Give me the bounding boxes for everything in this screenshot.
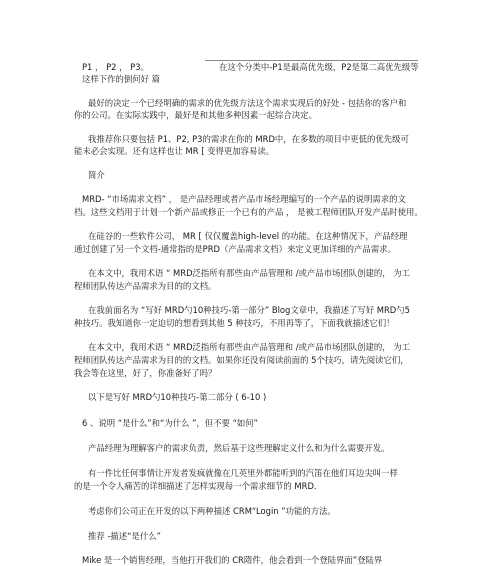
paragraph-line: 通过创建了另一个文档-通常指的是PRD（产品需求文档）来定义更加详细的产品需求。 [74, 244, 396, 254]
paragraph-line: MRD- “市场需求文档” ， 是产品经理或者产品市场经理编写的一个产品的说明需求的文 [82, 194, 406, 204]
subheading: 推荐 -描述“是什么” [88, 531, 161, 541]
paragraph-line: 的是一个令人痛苦的详细描述了怎样实现每一个需求细节的 MRD. [74, 481, 317, 491]
paragraph-line: Mike 是一个销售经理，当他打开我们的 CR隋件，他会看到一个登陆界面”登陆界 [82, 555, 383, 565]
paragraph-line: 程师团队传达产品需求为目的的文档。如果你还没有阅读前面的 5个技巧，请先阅读它们， [74, 355, 409, 365]
paragraph-line: 最好的决定一个已经明确的需求的优先级方法这个需求实现后的好处 - 包括你的客户和 [88, 98, 407, 108]
priority-levels-text: P1 ， P2 ， P3。 [82, 62, 149, 72]
paragraph-line: 在本文中，我用术语 “ MRD泛指所有那些由产品管理和 /或产品市场团队创建的， 为工 [88, 268, 411, 278]
paragraph-line: 我推荐你只要包括 P1、P2, P3的需求在你的 MRD中，在多数的项目中更低的优先级可 [88, 134, 409, 144]
item-heading: 6 、说明 “是什么”和“为什么 ”，但不要 “如何” [82, 418, 259, 428]
paragraph-line: 在本文中，我用术语 “ MRD泛指所有那些由产品管理和 /或产品市场团队创建的， 为工 [88, 342, 411, 352]
paragraph-line: 在硅谷的一些软件公司， MR [ 仅仅覆盖high-level 的功能。在这种情况下，产品经理 [88, 231, 408, 241]
list-heading: 以下是写好 MRD勺10种技巧-第二部分 ( 6-10 ) [88, 392, 267, 402]
header-rule [205, 60, 418, 61]
paragraph-line: 种技巧。我知道你一定迫切的想看到其他 5 种技巧，不用再等了，下面我就描述它们！ [74, 318, 395, 328]
paragraph-line: 程师团队传达产品需求为目的的文档。 [74, 281, 217, 291]
paragraph-line: 有一件比任何事情让开发者发疯就像在几英里外都能听到的汽笛在他们耳边尖叫一样 [88, 468, 398, 478]
paragraph-line: 产品经理为理解客户的需求负责，然后基于这些理解定义什么和为什么需要开发。 [88, 443, 390, 453]
priority-description-text: 在这个分类中-P1是最高优先级，P2是第二高优先级等 [219, 62, 419, 72]
paragraph-line: 你的公司。在实际实践中，最好是和其他多种因素一起综合决定。 [74, 110, 317, 120]
section-heading: 简介 [88, 170, 105, 180]
paragraph-line: 考虑你们公司正在开发的以下两种描述 CRM“Login ”功能的方法。 [88, 506, 336, 516]
paragraph-line: 能未必会实现。还有这样也让 MR [ 变得更加容易读。 [74, 146, 275, 156]
partial-heading-text: 这样下作的倒何好 篇 [82, 74, 161, 84]
paragraph-line: 我会等在这里，好了，你准备好了吗？ [74, 368, 217, 378]
paragraph-line: 在我前面名为 “写好 MRD勺10种技巧-第一部分” Blog文章中，我描述了写好 MRD勺5 [88, 305, 410, 315]
paragraph-line: 档。这些文档用于计划一个新产品或修正一个已有的产品 ， 是被工程师团队开发产品时使用。 [74, 207, 423, 217]
